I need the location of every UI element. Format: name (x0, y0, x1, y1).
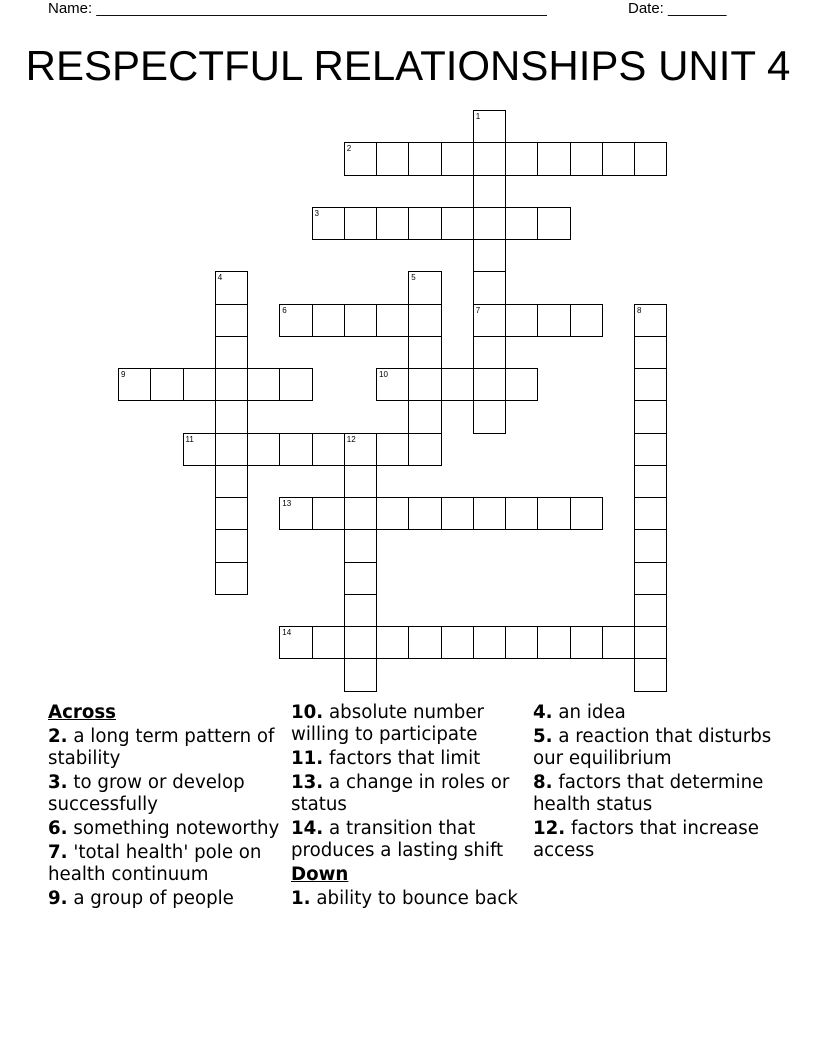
grid-cell[interactable] (376, 368, 409, 401)
grid-cell[interactable] (344, 497, 377, 530)
grid-cell[interactable] (215, 304, 248, 337)
grid-cell[interactable] (344, 433, 377, 466)
across-clue-14: 14. a transition that produces a lasting shift (291, 818, 504, 861)
across-clue-13: 13. a change in roles or status (291, 772, 510, 815)
across-clue-6: 6. something noteworthy (48, 818, 280, 839)
across-clue-10: 10. absolute number willing to participate (291, 702, 484, 745)
clues-column-3 (533, 702, 773, 864)
grid-cell[interactable] (344, 207, 377, 240)
down-clue-5: 5. a reaction that disturbs our equilibrium (533, 726, 772, 769)
down-clue-8: 8. factors that determine health status (533, 772, 764, 815)
across-clue-11: 11. factors that limit (291, 748, 481, 769)
grid-cell[interactable] (183, 368, 216, 401)
grid-cell[interactable] (279, 497, 312, 530)
grid-cell[interactable] (473, 497, 506, 530)
grid-cell[interactable] (505, 368, 538, 401)
grid-cell[interactable] (118, 368, 151, 401)
grid-cell[interactable] (312, 433, 345, 466)
grid-cell[interactable] (441, 497, 474, 530)
grid-cell[interactable] (312, 626, 345, 659)
down-heading: Down (291, 864, 349, 885)
grid-cell[interactable] (634, 400, 667, 433)
grid-cell[interactable] (473, 271, 506, 304)
grid-cell[interactable] (312, 497, 345, 530)
grid-cell[interactable] (505, 304, 538, 337)
cell-number: 13 (282, 499, 292, 508)
clues-column-2 (291, 702, 531, 912)
grid-cell[interactable] (602, 142, 635, 175)
grid-cell[interactable] (312, 207, 345, 240)
across-clue-3: 3. to grow or develop successfully (48, 772, 245, 815)
grid-cell[interactable] (376, 142, 409, 175)
page-title: RESPECTFUL RELATIONSHIPS UNIT 4 (25, 42, 791, 89)
grid-cell[interactable] (473, 239, 506, 272)
grid-cell[interactable] (344, 529, 377, 562)
cell-number: 1 (475, 112, 481, 121)
grid-cell[interactable] (634, 562, 667, 595)
grid-cell[interactable] (473, 142, 506, 175)
grid-cell[interactable] (215, 400, 248, 433)
across-clue-9: 9. a group of people (48, 888, 234, 909)
grid-cell[interactable] (279, 368, 312, 401)
grid-cell[interactable] (376, 304, 409, 337)
grid-cell[interactable] (376, 433, 409, 466)
grid-cell[interactable] (537, 304, 570, 337)
grid-cell[interactable] (215, 271, 248, 304)
grid-cell[interactable] (376, 497, 409, 530)
grid-cell[interactable] (634, 336, 667, 369)
grid-cell[interactable] (537, 142, 570, 175)
grid-cell[interactable] (344, 465, 377, 498)
grid-cell[interactable] (215, 336, 248, 369)
grid-cell[interactable] (408, 336, 441, 369)
grid-cell[interactable] (634, 142, 667, 175)
grid-cell[interactable] (376, 626, 409, 659)
down-clue-4: 4. an idea (533, 702, 626, 723)
grid-cell[interactable] (183, 433, 216, 466)
grid-cell[interactable] (408, 142, 441, 175)
grid-cell[interactable] (344, 594, 377, 627)
grid-cell[interactable] (279, 433, 312, 466)
grid-cell[interactable] (634, 433, 667, 466)
grid-cell[interactable] (408, 400, 441, 433)
grid-cell[interactable] (602, 626, 635, 659)
grid-cell[interactable] (247, 433, 280, 466)
grid-cell[interactable] (344, 562, 377, 595)
grid-cell[interactable] (215, 433, 248, 466)
grid-cell[interactable] (441, 626, 474, 659)
across-clue-2: 2. a long term pattern of stability (48, 726, 275, 769)
cell-number: 7 (475, 305, 481, 315)
grid-cell[interactable] (634, 465, 667, 498)
cell-number: 10 (379, 370, 388, 379)
grid-cell[interactable] (441, 368, 474, 401)
grid-cell[interactable] (408, 207, 441, 240)
grid-cell[interactable] (634, 529, 667, 562)
grid-cell[interactable] (376, 207, 409, 240)
cell-number: 5 (411, 273, 416, 283)
grid-cell[interactable] (279, 626, 312, 659)
down-clue-12: 12. factors that increase access (533, 818, 759, 861)
grid-cell[interactable] (570, 142, 603, 175)
grid-cell[interactable] (312, 304, 345, 337)
grid-cell[interactable] (344, 658, 377, 691)
cell-number: 2 (346, 144, 352, 154)
grid-cell[interactable] (279, 304, 312, 337)
grid-cell[interactable] (441, 207, 474, 240)
grid-cell[interactable] (537, 207, 570, 240)
grid-cell[interactable] (344, 626, 377, 659)
grid-cell[interactable] (473, 175, 506, 208)
cell-number: 6 (282, 305, 287, 315)
grid-cell[interactable] (408, 433, 441, 466)
grid-cell[interactable] (473, 368, 506, 401)
name-field[interactable]: Name: ______________________________________________________ (48, 0, 547, 17)
grid-cell[interactable] (570, 304, 603, 337)
grid-cell[interactable] (344, 304, 377, 337)
grid-cell[interactable] (505, 142, 538, 175)
grid-cell[interactable] (537, 497, 570, 530)
grid-cell[interactable] (473, 207, 506, 240)
grid-cell[interactable] (634, 626, 667, 659)
grid-cell[interactable] (408, 304, 441, 337)
date-field[interactable]: Date: _______ (628, 0, 727, 17)
grid-cell[interactable] (408, 271, 441, 304)
clues-column-1 (48, 702, 288, 912)
grid-cell[interactable] (505, 207, 538, 240)
grid-cell[interactable] (150, 368, 183, 401)
grid-cell[interactable] (473, 400, 506, 433)
grid-cell[interactable] (634, 594, 667, 627)
grid-cell[interactable] (408, 368, 441, 401)
grid-cell[interactable] (505, 626, 538, 659)
cell-number: 3 (314, 208, 319, 218)
grid-cell[interactable] (634, 368, 667, 401)
grid-cell[interactable] (215, 368, 248, 401)
grid-cell[interactable] (570, 497, 603, 530)
down-clue-1: 1. ability to bounce back (291, 888, 518, 909)
grid-cell[interactable] (634, 304, 667, 337)
grid-cell[interactable] (634, 658, 667, 691)
grid-cell[interactable] (537, 626, 570, 659)
cell-number: 14 (282, 628, 292, 637)
grid-cell[interactable] (408, 626, 441, 659)
grid-cell[interactable] (473, 304, 506, 337)
grid-cell[interactable] (344, 142, 377, 175)
grid-cell[interactable] (634, 497, 667, 530)
across-clue-7: 7. 'total health' pole on health continuum (48, 842, 262, 885)
grid-cell[interactable] (215, 529, 248, 562)
cell-number: 11 (185, 434, 194, 444)
grid-cell[interactable] (473, 626, 506, 659)
grid-cell[interactable] (408, 497, 441, 530)
cell-number: 12 (346, 434, 356, 444)
across-heading: Across (48, 702, 116, 723)
grid-cell[interactable] (215, 497, 248, 530)
grid-cell[interactable] (473, 110, 506, 143)
cell-number: 8 (637, 305, 642, 315)
grid-cell[interactable] (570, 626, 603, 659)
cell-number: 9 (121, 370, 126, 379)
grid-cell[interactable] (505, 497, 538, 530)
grid-cell[interactable] (247, 368, 280, 401)
grid-cell[interactable] (215, 465, 248, 498)
cell-number: 4 (217, 273, 223, 283)
grid-cell[interactable] (441, 142, 474, 175)
grid-cell[interactable] (215, 562, 248, 595)
grid-cell[interactable] (473, 336, 506, 369)
